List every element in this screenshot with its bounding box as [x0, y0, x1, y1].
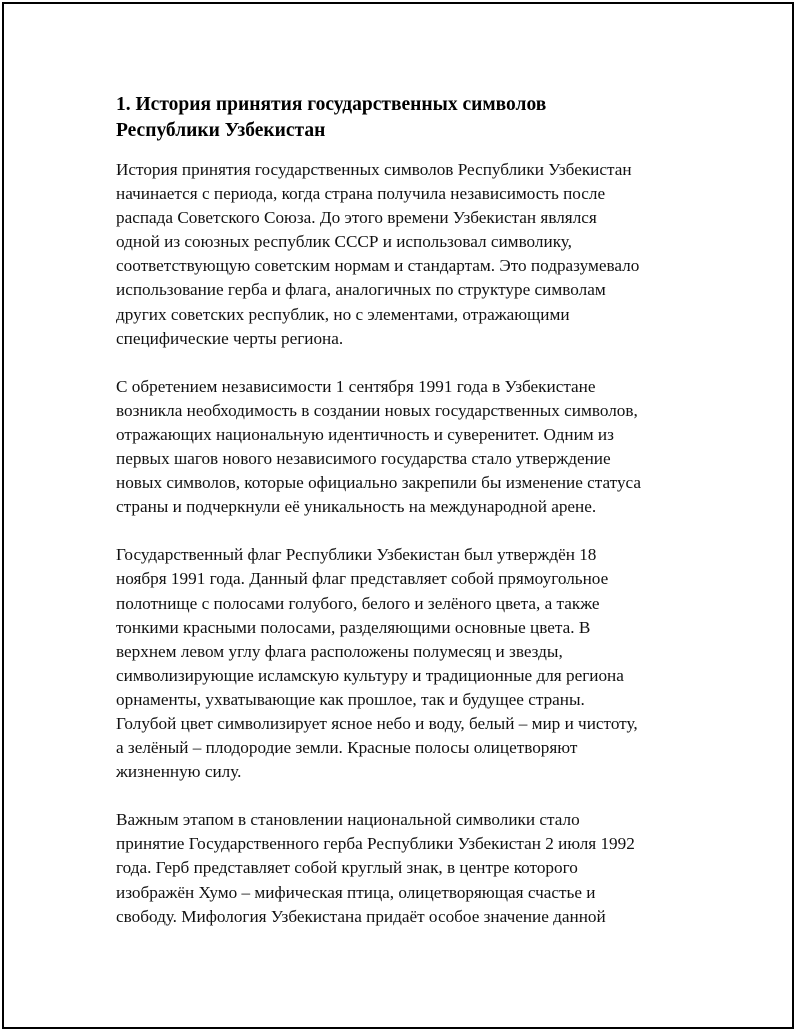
text-line: верхнем левом углу флага расположены полумесяц и звезды, — [116, 641, 563, 661]
text-line: Важным этапом в становлении национальной символики стало — [116, 810, 580, 830]
text-line: С обретением независимости 1 сентября 1991 года в Узбекистане — [116, 376, 596, 396]
text-line: а зелёный – плодородие земли. Красные полосы олицетворяют — [116, 738, 578, 758]
paragraph-2 — [116, 375, 688, 520]
text-line: начинается с периода, когда страна получила независимость после — [116, 184, 606, 204]
text-line: символизирующие исламскую культуру и традиционные для региона — [116, 665, 624, 685]
text-line: использование герба и флага, аналогичных по структуре символам — [116, 280, 606, 300]
text-line: возникла необходимость в создании новых государственных символов, — [116, 400, 638, 420]
text-line: изображён Хумо – мифическая птица, олицетворяющая счастье и — [116, 882, 596, 902]
text-line: принятие Государственного герба Республики Узбекистан 2 июля 1992 — [116, 834, 635, 854]
text-line: других советских республик, но с элементами, отражающими — [116, 304, 570, 324]
paragraph-4 — [116, 808, 688, 928]
section-heading — [116, 92, 688, 144]
paragraph-3 — [116, 543, 688, 784]
paragraph-1 — [116, 158, 688, 351]
text-line: жизненную силу. — [116, 762, 242, 782]
document-body — [116, 92, 688, 953]
text-line: полотнище с полосами голубого, белого и зелёного цвета, а также — [116, 593, 600, 613]
text-line: Голубой цвет символизирует ясное небо и воду, белый – мир и чистоту, — [116, 713, 638, 733]
text-line: новых символов, которые официально закрепили бы изменение статуса — [116, 473, 642, 493]
text-line: страны и подчеркнули её уникальность на международной арене. — [116, 497, 597, 517]
heading-line: Республики Узбекистан — [116, 120, 326, 141]
text-line: свободу. Мифология Узбекистана придаёт особое значение данной — [116, 906, 606, 926]
text-line: первых шагов нового независимого государства стало утверждение — [116, 449, 611, 469]
text-line: ноября 1991 года. Данный флаг представляет собой прямоугольное — [116, 569, 609, 589]
text-line: орнаменты, ухватывающие как прошлое, так и будущее страны. — [116, 689, 585, 709]
text-line: тонкими красными полосами, разделяющими основные цвета. В — [116, 617, 591, 637]
heading-line: 1. История принятия государственных символов — [116, 94, 547, 115]
text-line: года. Герб представляет собой круглый знак, в центре которого — [116, 858, 578, 878]
text-line: отражающих национальную идентичность и суверенитет. Одним из — [116, 424, 614, 444]
text-line: распада Советского Союза. До этого времени Узбекистан являлся — [116, 208, 597, 228]
text-line: Государственный флаг Республики Узбекистан был утверждён 18 — [116, 545, 597, 565]
text-line: соответствующую советским нормам и стандартам. Это подразумевало — [116, 256, 640, 276]
text-line: одной из союзных республик СССР и использовал символику, — [116, 232, 572, 252]
text-line: специфические черты региона. — [116, 328, 344, 348]
text-line: История принятия государственных символов Республики Узбекистан — [116, 160, 632, 179]
